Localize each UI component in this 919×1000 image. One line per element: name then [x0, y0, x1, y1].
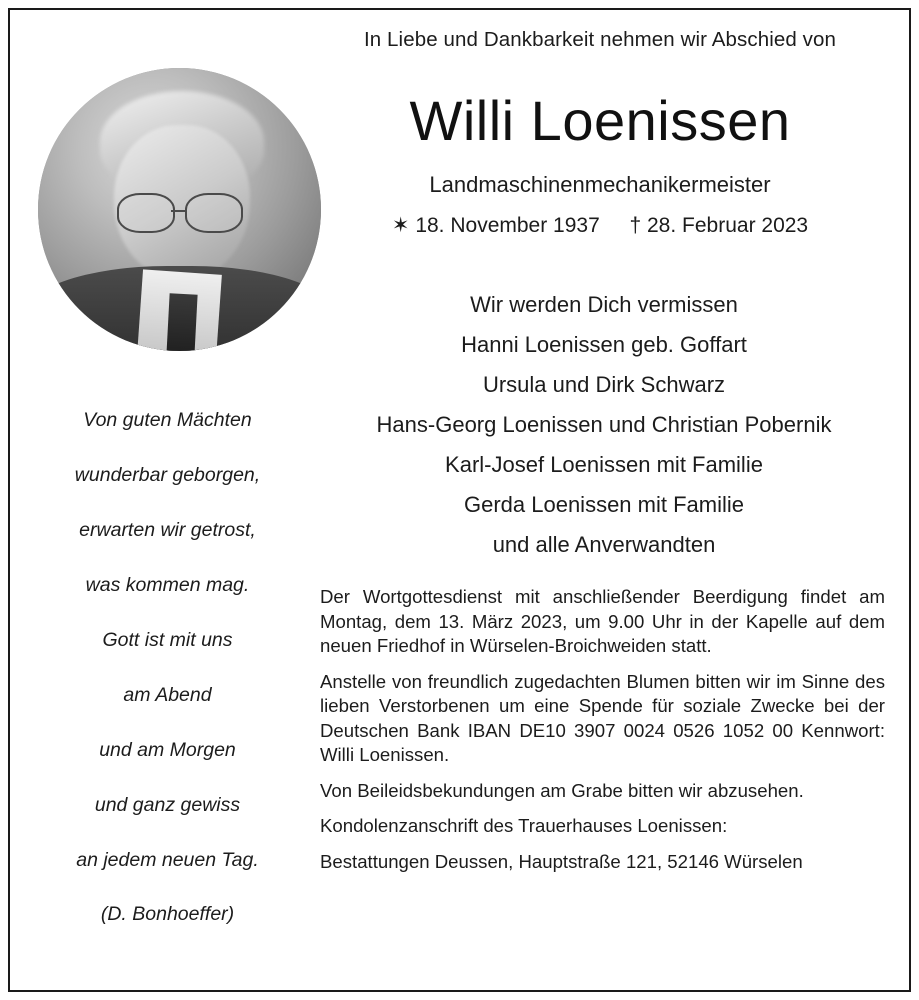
mourner-line: Gerda Loenissen mit Familie: [463, 492, 744, 518]
address-intro: Kondolenzanschrift des Trauerhauses Loenissen:: [320, 815, 728, 837]
intro-text: In Liebe und Dankbarkeit nehmen wir Abschied von: [363, 28, 837, 51]
mourners-block: [300, 285, 908, 565]
deceased-name: Willi Loenissen: [409, 89, 791, 152]
mourner-line: Hans-Georg Loenissen und Christian Pobernik: [376, 412, 832, 438]
mourner-line: und alle Anverwandten: [492, 532, 716, 558]
birth-date: 18. November 1937: [415, 214, 600, 237]
birth-star-icon: ✶: [391, 214, 410, 237]
mourner-line: Karl-Josef Loenissen mit Familie: [445, 452, 763, 478]
portrait-glasses-bridge: [171, 210, 185, 213]
life-dates: [300, 213, 900, 238]
condolences-paragraph: Von Beileidsbekundungen am Grabe bitten wir abzusehen.: [320, 779, 804, 801]
donation-paragraph: Anstelle von freundlich zugedachten Blumen bitten wir im Sinne des lieben Verstorbenen um eine Spende für soziale Zwecke bei der Deutschen Bank IBAN DE10 3907 0024 0526 1052 00 Kennwort: Willi Loenissen.: [320, 670, 885, 766]
poem-attribution: (D. Bonhoeffer): [100, 903, 235, 926]
poem-line: erwarten wir getrost,: [79, 518, 256, 541]
poem-line: und ganz gewiss: [94, 793, 241, 816]
cross-icon: †: [629, 214, 642, 237]
portrait-tie: [167, 294, 199, 351]
portrait-photo: [38, 68, 321, 351]
mourner-line: Ursula und Dirk Schwarz: [482, 372, 726, 398]
poem-line: an jedem neuen Tag.: [76, 848, 259, 871]
mourners-heading: Wir werden Dich vermissen: [470, 292, 738, 317]
profession-text: Landmaschinenmechanikermeister: [429, 172, 771, 197]
death-date: 28. Februar 2023: [647, 214, 809, 237]
poem-line: was kommen mag.: [85, 573, 250, 596]
portrait-glasses-right: [185, 193, 243, 234]
poem-line: wunderbar geborgen,: [74, 463, 261, 486]
mourner-line: Hanni Loenissen geb. Goffart: [461, 332, 747, 358]
poem-line: Gott ist mit uns: [102, 628, 233, 651]
poem-block: [30, 410, 305, 926]
poem-line: Von guten Mächten: [83, 409, 252, 431]
poem-line: am Abend: [123, 683, 212, 706]
address-line: Bestattungen Deussen, Hauptstraße 121, 52146 Würselen: [320, 850, 803, 872]
portrait-glasses-left: [117, 193, 175, 234]
service-paragraph: Der Wortgottesdienst mit anschließender Beerdigung findet am Montag, dem 13. März 2023, um 9.00 Uhr in der Kapelle auf dem neuen Friedhof in Würselen-Broichweiden statt.: [320, 586, 885, 657]
details-block: [320, 585, 885, 874]
poem-line: und am Morgen: [99, 738, 236, 761]
